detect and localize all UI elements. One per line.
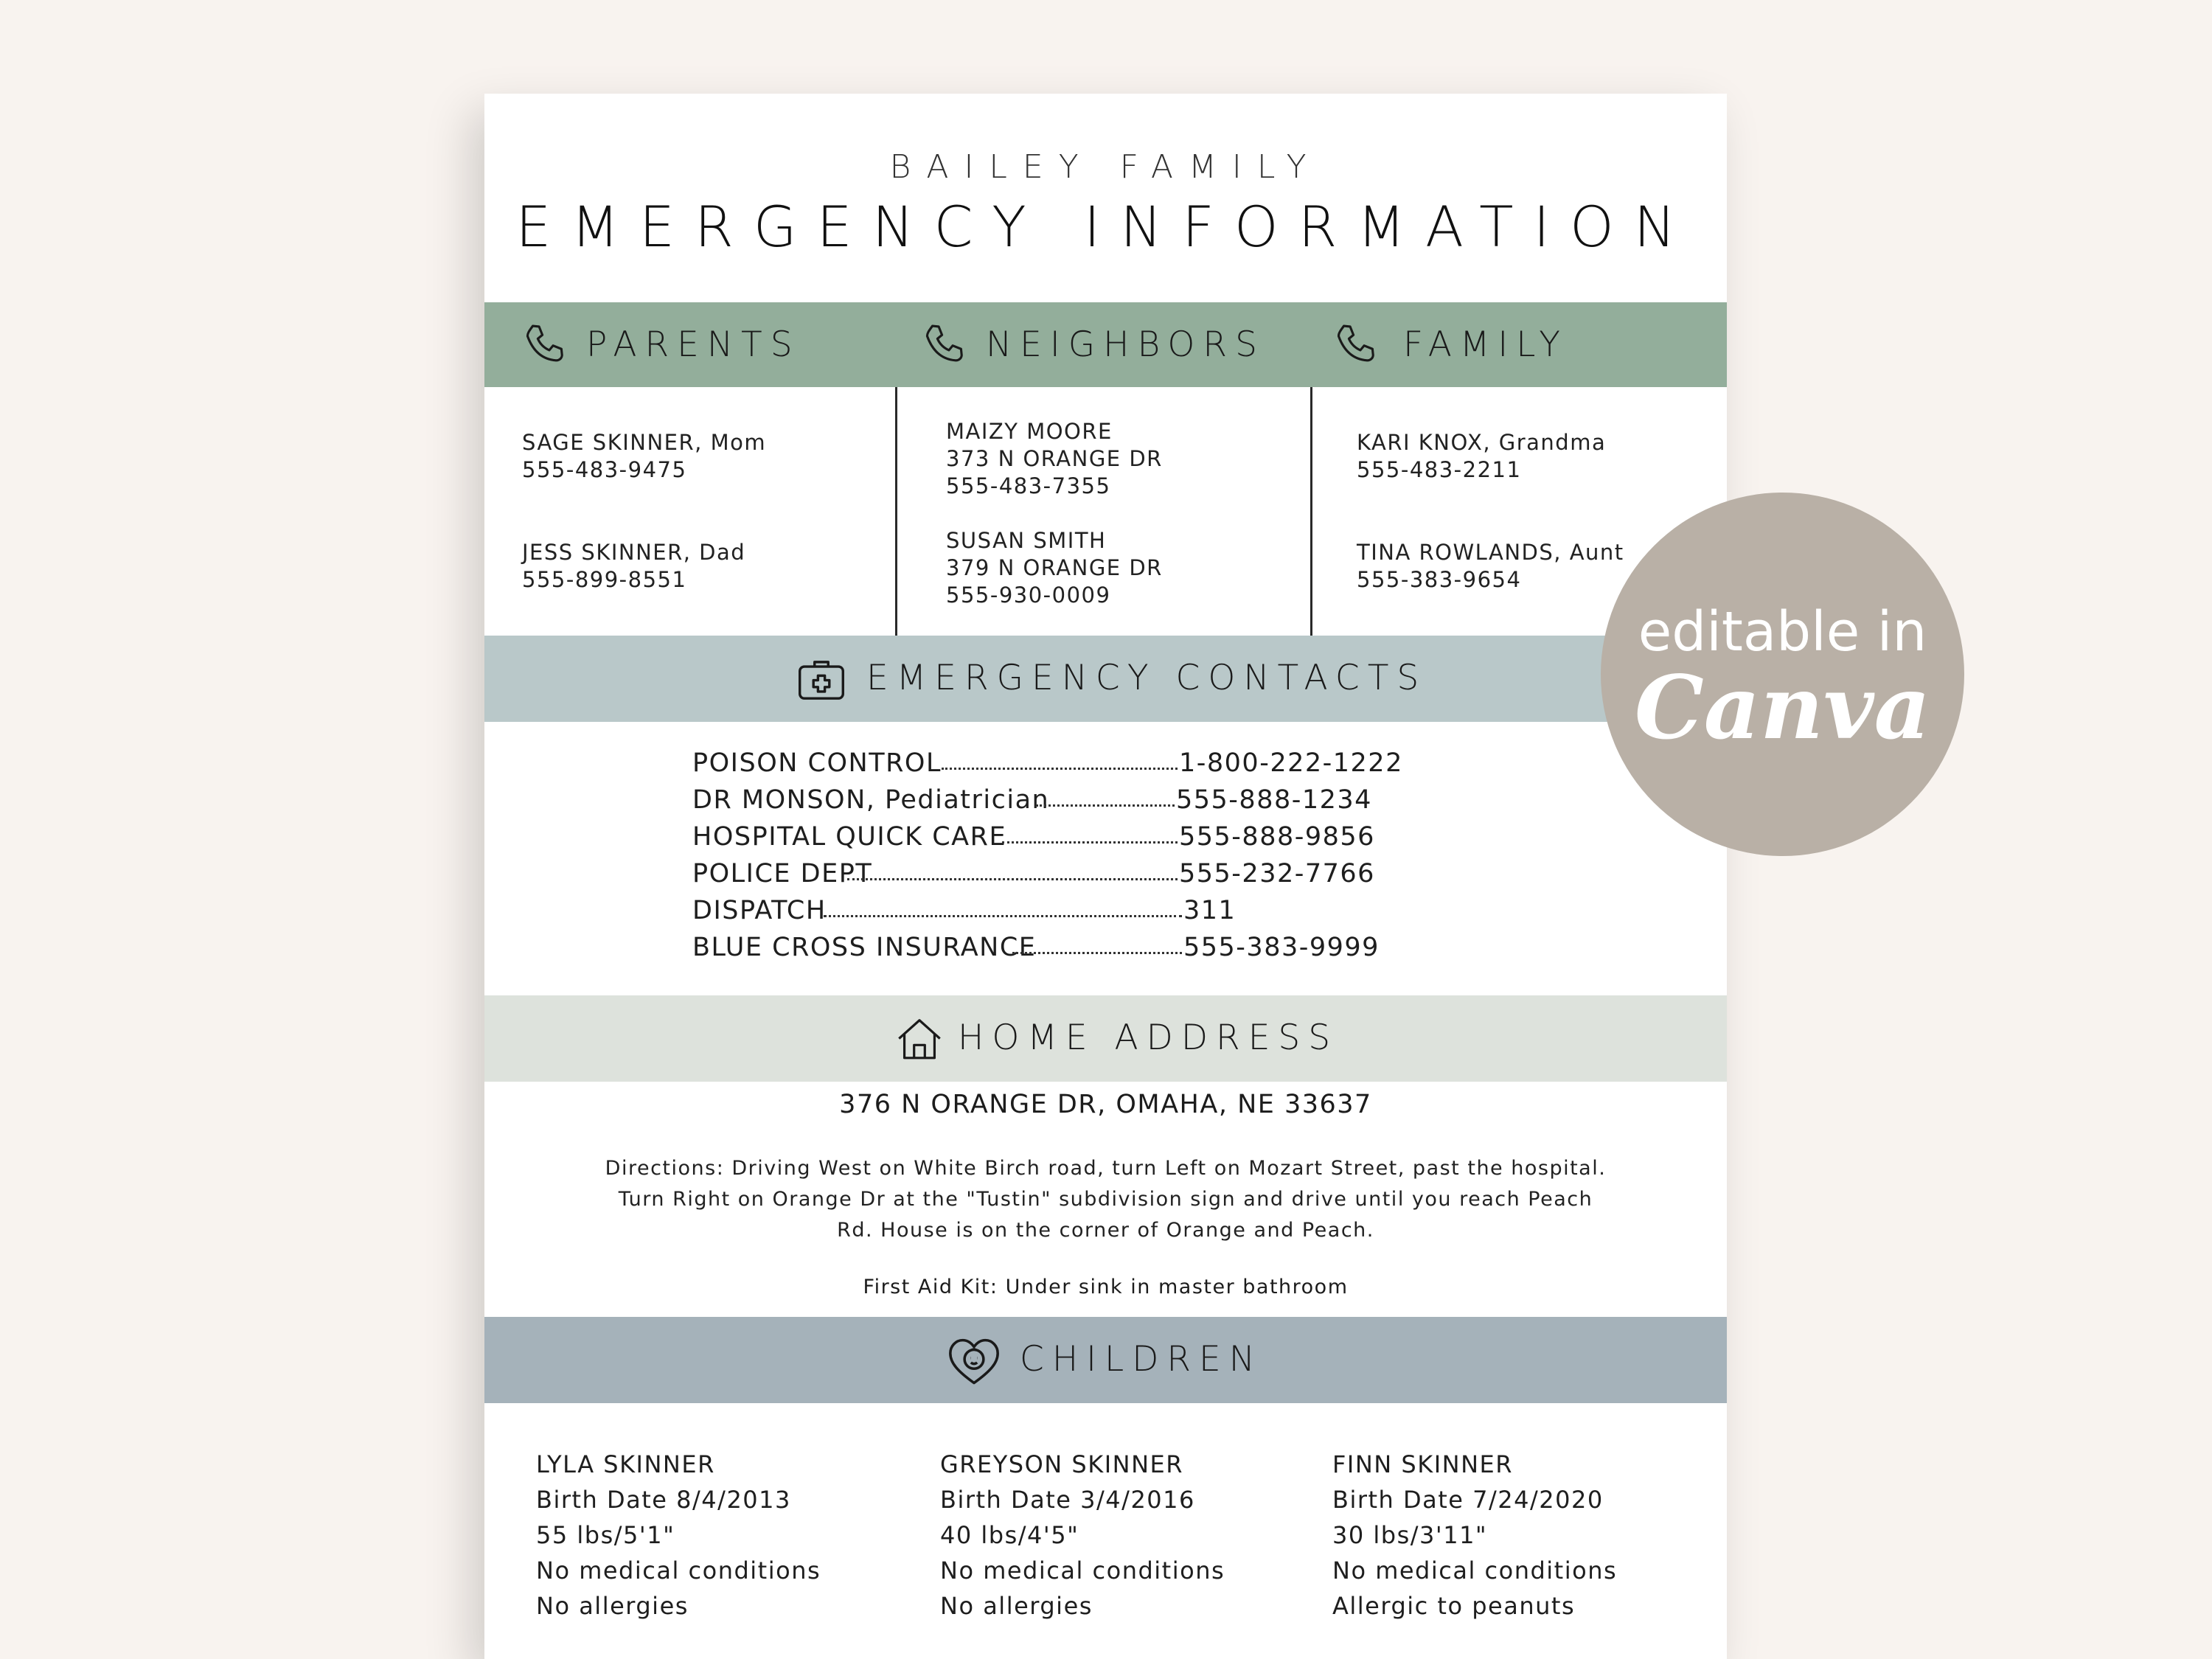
- child-info: GREYSON SKINNER Birth Date 3/4/2016 40 lbs/4'5" No medical conditions No allergies: [940, 1450, 1225, 1620]
- parent-contact: JESS SKINNER, Dad 555-899-8551: [522, 540, 746, 592]
- family-name: BAILEY FAMILY: [889, 148, 1322, 186]
- home-address: 376 N ORANGE DR, OMAHA, NE 33637: [839, 1090, 1372, 1119]
- phone-icon: [521, 321, 571, 371]
- first-aid-kit-icon: [794, 652, 849, 706]
- emergency-info-sheet: [484, 94, 1727, 1659]
- first-aid-location: First Aid Kit: Under sink in master bathroom: [863, 1276, 1349, 1298]
- family-contact: KARI KNOX, Grandma 555-483-2211: [1357, 430, 1607, 482]
- phone-icon: [921, 321, 971, 371]
- emergency-contact-list: [692, 748, 1459, 970]
- emergency-contact-row: POLICE DEPT 555-232-7766: [692, 859, 1375, 888]
- home-heading: HOME ADDRESS: [958, 1018, 1339, 1058]
- emergency-contact-row: HOSPITAL QUICK CARE 555-888-9856: [692, 822, 1375, 852]
- family-heading: FAMILY: [1403, 324, 1568, 365]
- canva-badge: [1601, 493, 1964, 856]
- children-heading: CHILDREN: [1020, 1339, 1263, 1380]
- family-contact: TINA ROWLANDS, Aunt 555-383-9654: [1357, 540, 1624, 592]
- contacts-header-band: [484, 302, 1727, 387]
- house-icon: [894, 1014, 945, 1065]
- emergency-heading: EMERGENCY CONTACTS: [866, 658, 1427, 698]
- phone-icon: [1332, 321, 1382, 371]
- child-info: FINN SKINNER Birth Date 7/24/2020 30 lbs/3'11" No medical conditions Allergic to peanuts: [1332, 1450, 1618, 1620]
- column-divider: [1310, 387, 1312, 636]
- directions-text: Directions: Driving West on White Birch road, turn Left on Mozart Street, past the hospital. Turn Right on Orange Dr at the "Tustin" subdivision sign and drive until you reach Peach Rd. House is on the corner of Orange and Peach.: [605, 1157, 1607, 1242]
- canva-logo: Canva: [1634, 656, 1931, 759]
- emergency-contact-row: BLUE CROSS INSURANCE 555-383-9999: [692, 933, 1380, 962]
- emergency-contact-row: DISPATCH 311: [692, 896, 1237, 925]
- parent-contact: SAGE SKINNER, Mom 555-483-9475: [522, 430, 767, 482]
- page-title: EMERGENCY INFORMATION: [515, 194, 1696, 260]
- home-header-band: [484, 995, 1727, 1082]
- children-header-band: [484, 1317, 1727, 1403]
- neighbor-contact: MAIZY MOORE 373 N ORANGE DR 555-483-7355: [946, 419, 1163, 498]
- neighbors-heading: NEIGHBORS: [986, 324, 1265, 365]
- emergency-contact-row: DR MONSON, Pediatrician 555-888-1234: [692, 785, 1372, 815]
- emergency-header-band: [484, 636, 1727, 722]
- badge-caption: editable in: [1638, 600, 1927, 664]
- child-info: LYLA SKINNER Birth Date 8/4/2013 55 lbs/5'1" No medical conditions No allergies: [536, 1450, 821, 1620]
- child-heart-icon: [945, 1333, 1003, 1388]
- neighbor-contact: SUSAN SMITH 379 N ORANGE DR 555-930-0009: [946, 528, 1163, 608]
- column-divider: [895, 387, 897, 636]
- emergency-contact-row: POISON CONTROL 1-800-222-1222: [692, 748, 1403, 778]
- parents-heading: PARENTS: [586, 324, 801, 365]
